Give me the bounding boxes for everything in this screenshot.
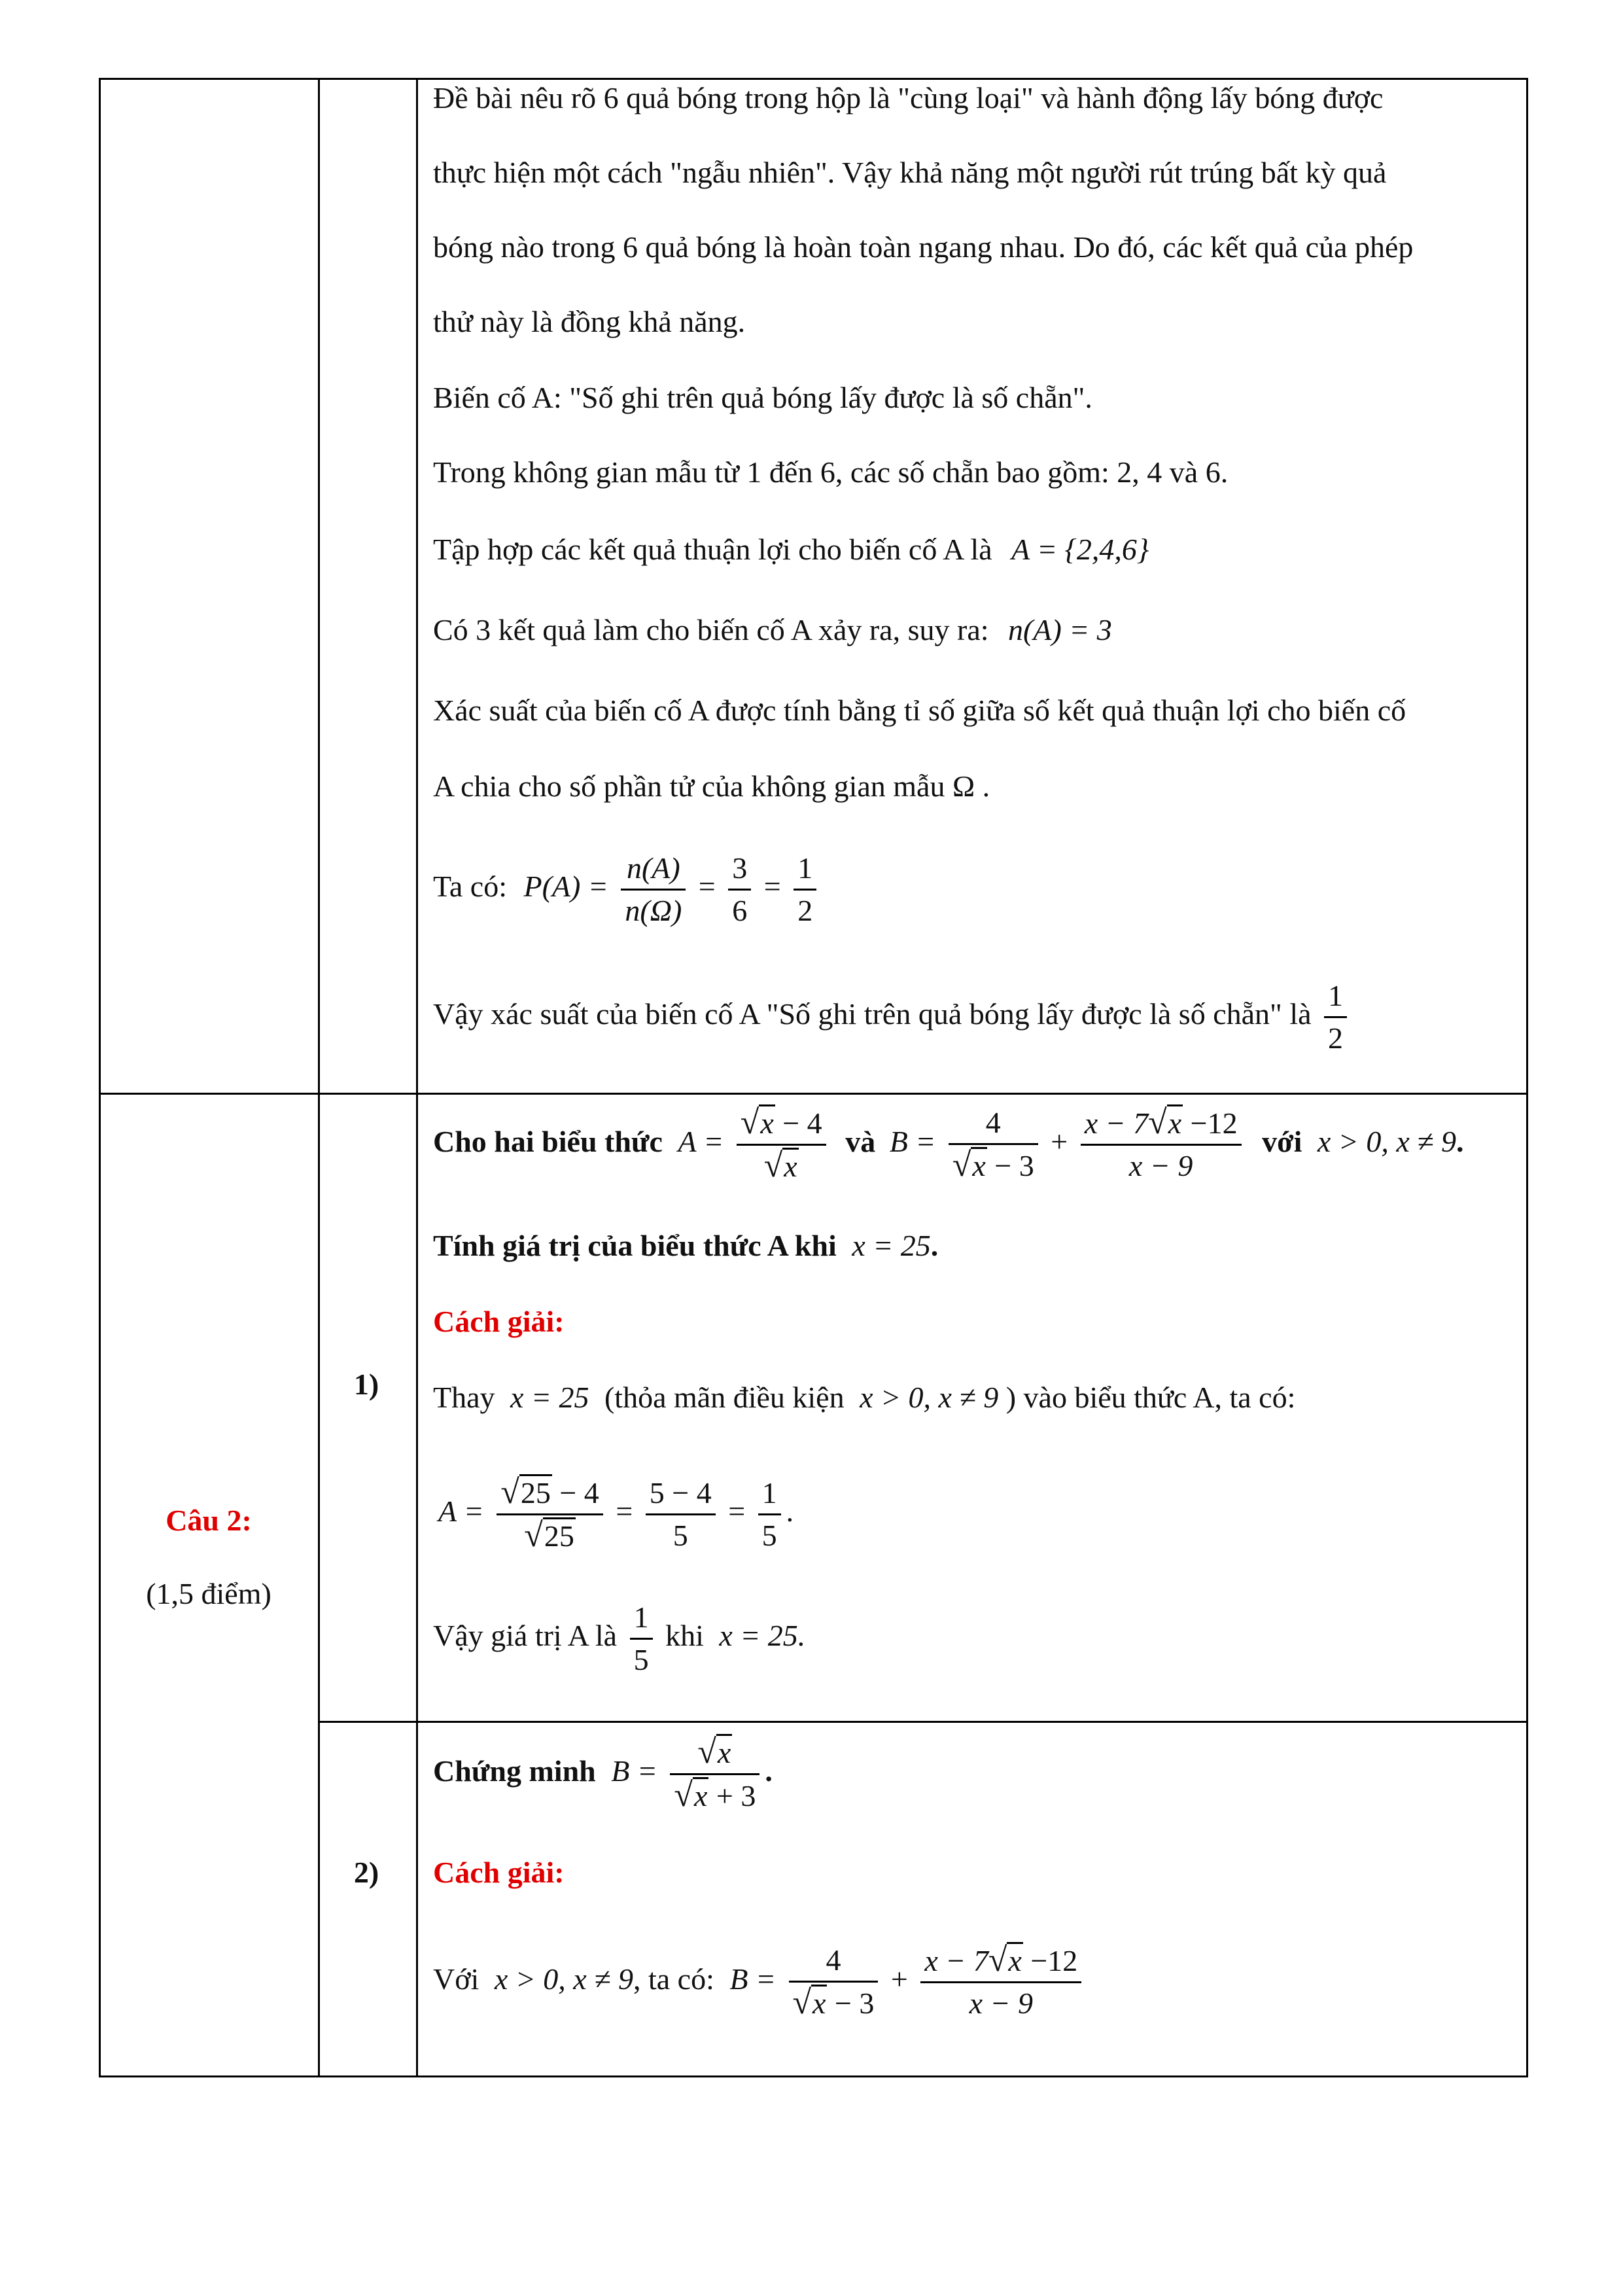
part2-f2-num: x − 7√x −12 <box>920 1940 1081 1983</box>
b-lhs: B = <box>889 1125 936 1158</box>
part2-f2-den: x − 9 <box>969 1987 1034 2021</box>
a-calculation: A = $\frac{√25 - 4}{√25}$ = $\frac{5 - 4}{5}$ = $\frac{1}{5}$ . <box>438 1466 794 1557</box>
conclusion-line <box>433 968 1352 1060</box>
p-denominator: n(Ω) <box>625 893 682 927</box>
result-fraction <box>630 1597 653 1680</box>
part2-f1-num: 4 <box>789 1940 879 1983</box>
ta-co-label: Ta có: <box>433 870 508 903</box>
count-line <box>433 612 1112 648</box>
part2-method: Cách giải: <box>433 1856 565 1889</box>
b-fraction-1 <box>949 1103 1038 1186</box>
task-text: Tính giá trị của biểu thức A khi <box>433 1229 837 1262</box>
fraction-1-2 <box>794 848 816 931</box>
answer-table <box>99 78 1528 2077</box>
with-text-2: , ta có: <box>633 1962 714 1996</box>
para1-line2: thực hiện một cách "ngẫu nhiên". Vậy khả năng một người rút trúng bất kỳ quả <box>433 156 1387 189</box>
va-text: và <box>845 1125 876 1158</box>
sub-text-1: Thay <box>433 1381 495 1414</box>
a-numerator: √x − 4 <box>737 1103 826 1146</box>
part2-b-lhs: B = <box>611 1754 657 1788</box>
calc-f1-num: √25 − 4 <box>497 1472 603 1515</box>
calc-fraction-2 <box>646 1473 716 1556</box>
voi-text: với <box>1262 1125 1302 1158</box>
part1-method: Cách giải: <box>433 1305 565 1338</box>
calc-eq-2: = <box>728 1494 746 1528</box>
conclusion-fraction <box>1324 976 1347 1059</box>
condition: x > 0, x ≠ 9 <box>1317 1125 1456 1158</box>
even-numbers: Trong không gian mẫu từ 1 đến 6, các số chẵn bao gồm: 2, 4 và 6. <box>433 455 1229 489</box>
part2-b-den: √x + 3 <box>674 1776 756 1814</box>
part1-task: Tính giá trị của biểu thức A khi x = 25. <box>433 1229 939 1262</box>
part1-prompt: Cho hai biểu thức A = $\frac{√x - 4}{√x}$ và B = $\frac{4}{√x - 3}$ + $\frac{x - 7√x -12}{x - 9}$ với x > 0, x ≠ 9. <box>433 1093 1463 1191</box>
calc-lhs: A = <box>438 1494 484 1528</box>
favorable-set: A = {2,4,6} <box>1011 533 1149 566</box>
equals-sign-2: = <box>763 870 781 903</box>
with-cond: x > 0, x ≠ 9 <box>494 1962 633 1996</box>
question-points: (1,5 điểm) <box>146 1577 271 1610</box>
favorable-set-line <box>433 531 1149 568</box>
part2-fraction-2 <box>920 1940 1081 2024</box>
count-text: Có 3 kết quả làm cho biến cố A xảy ra, suy ra: <box>433 613 989 646</box>
sub-x: x = 25 <box>510 1381 589 1414</box>
calc-f3-den: 5 <box>761 1518 777 1552</box>
para1-line3: bóng nào trong 6 quả bóng là hoàn toàn ngang nhau. Do đó, các kết quả của phép <box>433 230 1414 264</box>
calc-fraction-3 <box>758 1473 781 1556</box>
result-x: x = 25. <box>719 1619 806 1652</box>
favorable-text: Tập hợp các kết quả thuận lợi cho biến cố A là <box>433 533 992 566</box>
calc-f2-num: 5 − 4 <box>646 1473 716 1515</box>
task-x: x = 25 <box>852 1229 931 1262</box>
a-denominator: √x <box>763 1146 797 1184</box>
part2-fraction-1 <box>789 1940 879 2024</box>
b-f1-num: 4 <box>949 1103 1038 1145</box>
result-den: 5 <box>633 1642 649 1676</box>
result-khi: khi <box>665 1619 704 1652</box>
count-formula: n(A) = 3 <box>1008 613 1112 646</box>
prob-def-line2: A chia cho số phần tử của không gian mẫu Ω . <box>433 769 990 803</box>
a-fraction <box>737 1103 826 1187</box>
part2-number: 2) <box>353 1856 379 1889</box>
fraction-1-2-num: 1 <box>794 848 816 891</box>
fraction-1-2-den: 2 <box>797 893 813 927</box>
p-numerator: n(A) <box>621 848 686 891</box>
question-label: Câu 2: <box>166 1504 252 1537</box>
calc-f3-num: 1 <box>758 1473 781 1515</box>
part2-b-lhs2: B = <box>729 1962 776 1996</box>
prob-def-line1: Xác suất của biến cố A được tính bằng tỉ số giữa số kết quả thuận lợi cho biến cố <box>433 694 1406 727</box>
conclusion-den: 2 <box>1328 1021 1344 1055</box>
calc-f2-den: 5 <box>672 1518 688 1552</box>
a-result <box>433 1590 805 1682</box>
prompt-start: Cho hai biểu thức <box>433 1125 663 1158</box>
b-f2-num: x − 7√x −12 <box>1081 1103 1242 1146</box>
fraction-3-6-num: 3 <box>728 848 751 891</box>
conclusion-text: Vậy xác suất của biến cố A "Số ghi trên quả bóng lấy được là số chẵn" là <box>433 997 1312 1031</box>
part2-prompt: Chứng minh B = $\frac{√x}{√x + 3}$ . <box>433 1722 773 1820</box>
fraction-nA-nOmega <box>621 848 686 931</box>
para1-line1: Đề bài nêu rõ 6 quả bóng trong hộp là "cùng loại" và hành động lấy bóng được <box>433 81 1384 115</box>
column-divider-2 <box>416 80 418 2075</box>
part2-b-num: √x <box>670 1732 759 1775</box>
calc-eq-1: = <box>616 1494 633 1528</box>
sub-text-3: ) vào biểu thức A, ta có: <box>1005 1381 1296 1414</box>
sub-cond: x > 0, x ≠ 9 <box>860 1381 999 1414</box>
b-fraction-2 <box>1081 1103 1242 1186</box>
fraction-3-6 <box>728 848 751 931</box>
para1-line4: thử này là đồng khả năng. <box>433 305 746 338</box>
b-f2-den: x − 9 <box>1128 1149 1193 1183</box>
prove-text: Chứng minh <box>433 1754 596 1788</box>
part2-f1-den: √x − 3 <box>792 1984 875 2022</box>
result-num: 1 <box>630 1597 653 1640</box>
probability-formula <box>433 844 822 931</box>
a-lhs: A = <box>678 1125 724 1158</box>
substitution-line <box>433 1379 1295 1416</box>
result-text: Vậy giá trị A là <box>433 1619 618 1652</box>
event-definition: Biến cố A: "Số ghi trên quả bóng lấy được là số chẵn". <box>433 381 1092 414</box>
fraction-3-6-den: 6 <box>732 893 748 927</box>
sub-text-2: (thỏa mãn điều kiện <box>604 1381 845 1414</box>
column-divider-1 <box>318 80 320 2075</box>
part2-plus: + <box>890 1962 908 1996</box>
conclusion-num: 1 <box>1324 976 1347 1018</box>
p-lhs: P(A) = <box>523 870 608 903</box>
part1-number: 1) <box>353 1368 379 1401</box>
with-text: Với <box>433 1962 480 1996</box>
calc-f1-den: √25 <box>524 1516 574 1554</box>
part2-work <box>433 1930 1087 2028</box>
equals-sign: = <box>698 870 716 903</box>
plus-sign: + <box>1051 1125 1068 1158</box>
part2-b-fraction <box>670 1732 759 1816</box>
b-f1-den: √x − 3 <box>952 1146 1034 1184</box>
calc-fraction-1 <box>497 1472 603 1557</box>
